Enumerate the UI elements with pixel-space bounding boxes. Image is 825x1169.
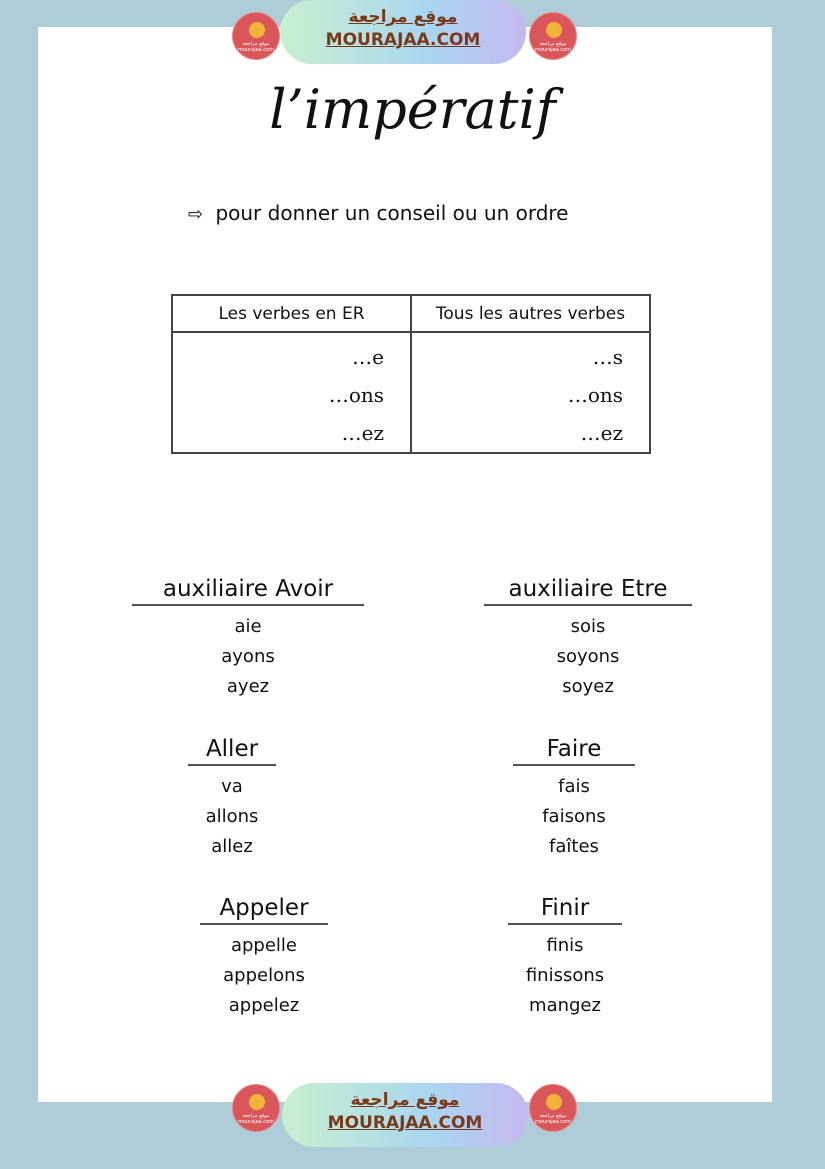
verb-heading: Finir xyxy=(508,895,622,925)
subtitle xyxy=(188,201,569,225)
verb-form: ayez xyxy=(226,676,270,697)
table-row xyxy=(172,332,650,376)
verb-form: appelez xyxy=(228,995,300,1016)
verb-form: finis xyxy=(546,935,584,956)
table-cell: …ons xyxy=(172,376,411,414)
verb-form: ayons xyxy=(221,646,275,667)
verb-form: finissons xyxy=(525,965,605,986)
verb-group-avoir xyxy=(132,576,364,702)
table-header: Les verbes en ER xyxy=(172,295,411,332)
table-row xyxy=(172,376,650,414)
verb-form: faîtes xyxy=(549,836,599,857)
verb-heading: Faire xyxy=(513,736,635,766)
badge-arabic-text: موقع مراجعة xyxy=(350,1090,460,1110)
arrow-icon: ⇨ xyxy=(188,204,204,225)
table-cell: …ez xyxy=(411,414,650,453)
verb-form: soyez xyxy=(562,676,614,697)
table-row xyxy=(172,414,650,453)
verb-group-finir xyxy=(508,895,622,1021)
badge-arabic-text: موقع مراجعة xyxy=(348,7,458,27)
verb-form: appelons xyxy=(223,965,305,986)
table-cell: …ons xyxy=(411,376,650,414)
verb-group-faire xyxy=(513,736,635,862)
table-cell: …s xyxy=(411,332,650,376)
verb-forms xyxy=(484,612,692,702)
table-header: Tous les autres verbes xyxy=(411,295,650,332)
site-logo-left-bottom: موقع مراجعة mourajaa.com xyxy=(232,1084,280,1132)
table-header-row xyxy=(172,295,650,332)
badge-site-link[interactable]: MOURAJAA.COM xyxy=(327,1113,483,1133)
verb-heading: auxiliaire Etre xyxy=(484,576,692,606)
site-logo-left-top: موقع مراجعة mourajaa.com xyxy=(232,12,280,60)
table-cell: …ez xyxy=(172,414,411,453)
verb-heading: auxiliaire Avoir xyxy=(132,576,364,606)
verb-heading: Appeler xyxy=(200,895,328,925)
verb-form: allons xyxy=(205,806,259,827)
verb-form: appelle xyxy=(230,935,298,956)
worksheet-page xyxy=(38,27,772,1102)
verb-group-aller xyxy=(188,736,276,862)
endings-table xyxy=(171,294,651,454)
verb-form: fais xyxy=(558,776,590,797)
table-cell: …e xyxy=(172,332,411,376)
verb-group-etre xyxy=(484,576,692,702)
verb-heading: Aller xyxy=(188,736,276,766)
verb-form: faisons xyxy=(542,806,606,827)
page-title: l’impératif xyxy=(269,78,556,141)
verb-form: sois xyxy=(570,616,606,637)
subtitle-text: pour donner un conseil ou un ordre xyxy=(215,201,569,225)
verb-forms xyxy=(508,931,622,1021)
site-logo-right-bottom: موقع مراجعة mourajaa.com xyxy=(529,1084,577,1132)
verb-form: soyons xyxy=(556,646,620,667)
verb-forms xyxy=(200,931,328,1021)
badge-site-link[interactable]: MOURAJAA.COM xyxy=(325,30,481,50)
verb-group-appeler xyxy=(200,895,328,1021)
site-badge-top[interactable] xyxy=(280,0,526,64)
verb-form: allez xyxy=(211,836,253,857)
verb-forms xyxy=(513,772,635,862)
verb-forms xyxy=(188,772,276,862)
verb-forms xyxy=(132,612,364,702)
site-logo-right-top: موقع مراجعة mourajaa.com xyxy=(529,12,577,60)
verb-form: va xyxy=(221,776,243,797)
site-badge-bottom[interactable] xyxy=(282,1083,528,1147)
verb-form: mangez xyxy=(529,995,601,1016)
verb-form: aie xyxy=(234,616,262,637)
